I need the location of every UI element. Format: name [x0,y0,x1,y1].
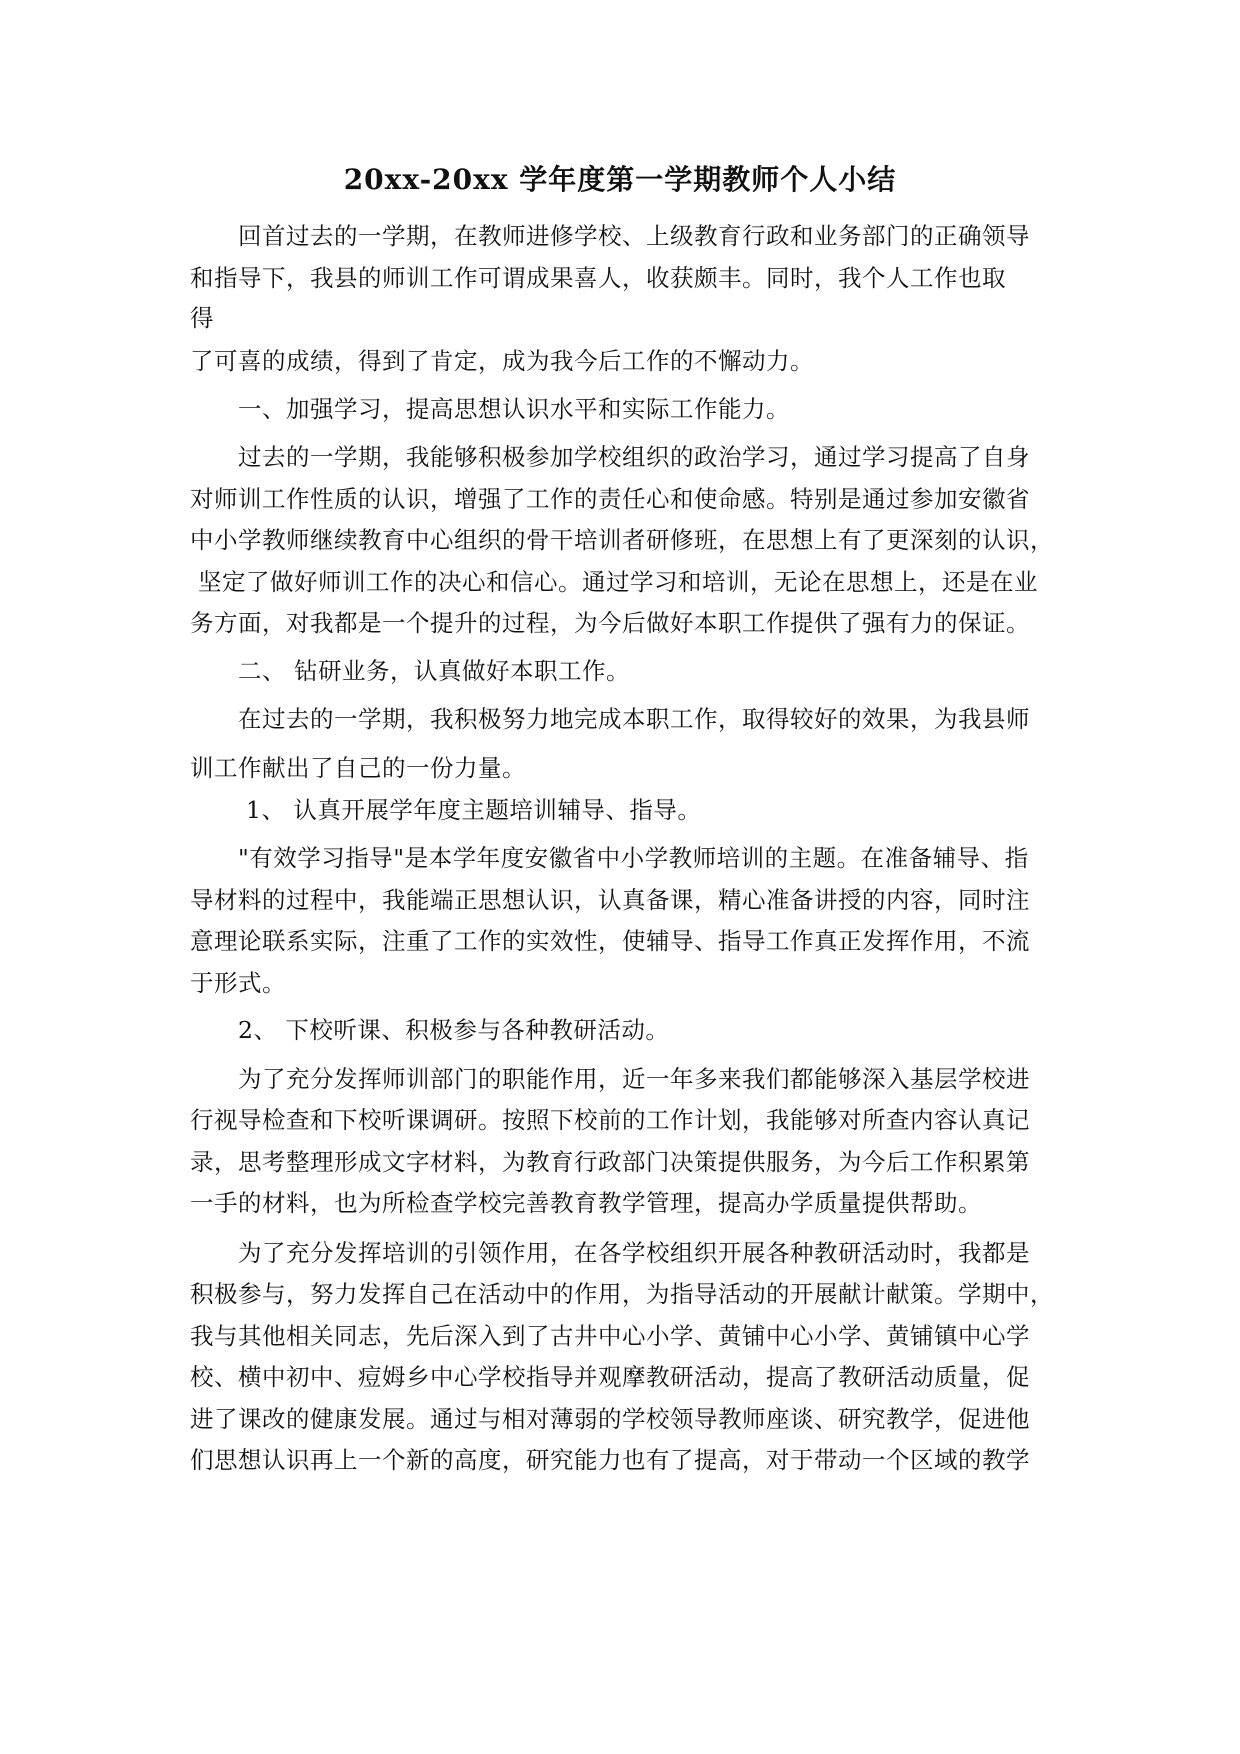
paragraph-line: 进了课改的健康发展。通过与相对薄弱的学校领导教师座谈、研究教学，促进他 [190,1405,1030,1433]
paragraph-line: "有效学习指导"是本学年度安徽省中小学教师培训的主题。在准备辅导、指 [238,844,1029,872]
subsection-heading: 2、 下校听课、积极参与各种教研活动。 [238,1016,670,1044]
paragraph-line: 行视导检查和下校听课调研。按照下校前的工作计划，我能够对所查内容认真记 [190,1106,1030,1134]
paragraph-line: 务方面，对我都是一个提升的过程，为今后做好本职工作提供了强有力的保证。 [190,609,1030,637]
paragraph-line: 导材料的过程中，我能端正思想认识，认真备课，精心准备讲授的内容，同时注 [190,886,1030,914]
paragraph-line: 回首过去的一学期，在教师进修学校、上级教育行政和业务部门的正确领导 [238,222,1030,250]
paragraph-line: 于形式。 [190,969,286,997]
paragraph-line: 积极参与，努力发挥自己在活动中的作用，为指导活动的开展献计献策。学期中， [190,1280,1054,1308]
paragraph-line: 得 [190,304,214,332]
paragraph-line: 坚定了做好师训工作的决心和信心。通过学习和培训，无论在思想上，还是在业 [198,568,1038,596]
paragraph-line: 了可喜的成绩，得到了肯定，成为我今后工作的不懈动力。 [190,347,814,375]
paragraph-line: 和指导下，我县的师训工作可谓成果喜人，收获颇丰。同时，我个人工作也取 [190,264,1006,292]
paragraph-line: 一手的材料，也为所检查学校完善教育教学管理，提高办学质量提供帮助。 [190,1189,982,1217]
paragraph-line: 中小学教师继续教育中心组织的骨干培训者研修班，在思想上有了更深刻的认识， [190,526,1054,554]
section-heading: 二、 钻研业务，认真做好本职工作。 [238,657,630,685]
paragraph-line: 意理论联系实际，注重了工作的实效性，使辅导、指导工作真正发挥作用，不流 [190,927,1030,955]
paragraph-line: 训工作献出了自己的一份力量。 [190,754,526,782]
section-heading: 一、加强学习，提高思想认识水平和实际工作能力。 [238,395,790,423]
paragraph-line: 在过去的一学期，我积极努力地完成本职工作，取得较好的效果，为我县师 [238,705,1030,733]
paragraph-line: 对师训工作性质的认识，增强了工作的责任心和使命感。特别是通过参加安徽省 [190,485,1030,513]
document-title: 20xx-20xx 学年度第一学期教师个人小结 [343,163,897,196]
subsection-heading: 1、 认真开展学年度主题培训辅导、指导。 [246,796,702,824]
paragraph-line: 为了充分发挥师训部门的职能作用，近一年多来我们都能够深入基层学校进 [238,1065,1030,1093]
paragraph-line: 录，思考整理形成文字材料，为教育行政部门决策提供服务，为今后工作积累第 [190,1148,1030,1176]
paragraph-line: 们思想认识再上一个新的高度，研究能力也有了提高，对于带动一个区域的教学 [190,1446,1030,1474]
paragraph-line: 过去的一学期，我能够积极参加学校组织的政治学习，通过学习提高了自身 [238,443,1030,471]
paragraph-line: 为了充分发挥培训的引领作用，在各学校组织开展各种教研活动时，我都是 [238,1239,1030,1267]
paragraph-line: 我与其他相关同志，先后深入到了古井中心小学、黄铺中心小学、黄铺镇中心学 [190,1322,1030,1350]
paragraph-line: 校、横中初中、痘姆乡中心学校指导并观摩教研活动，提高了教研活动质量，促 [190,1363,1030,1391]
